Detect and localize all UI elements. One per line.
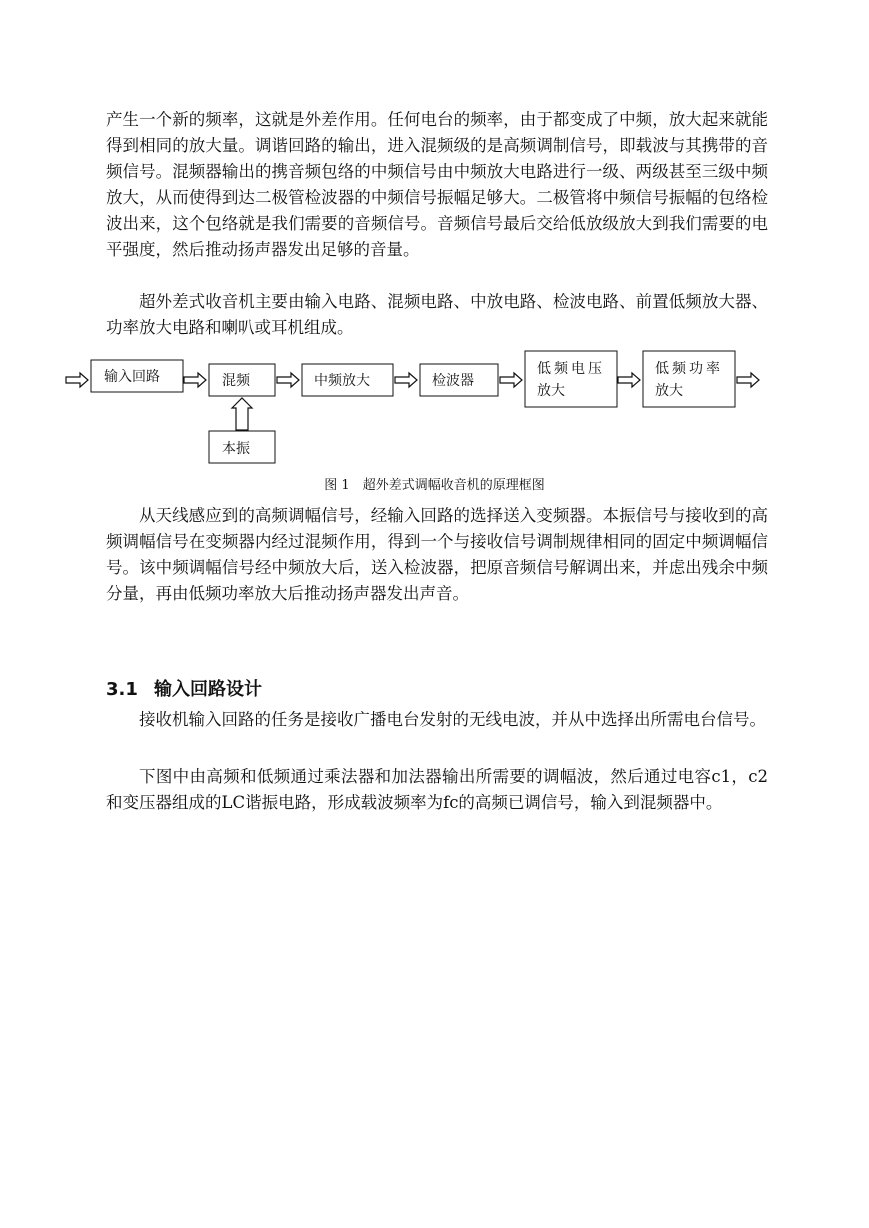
block-detector-label: 检波器 bbox=[432, 373, 474, 389]
input-arrow-icon bbox=[66, 373, 88, 387]
arrow-icon bbox=[277, 373, 299, 387]
section-title: 输入回路设计 bbox=[154, 679, 262, 700]
lc-circuit-paragraph: 下图中由高频和低频通过乘法器和加法器输出所需要的调幅波，然后通过电容c1，c2和变压器组成的LC谐振电路，形成载波频率为fc的高频已调信号，输入到混频器中。 bbox=[106, 767, 768, 812]
input-circuit-paragraph: 接收机输入回路的任务是接收广播电台发射的无线电波，并从中选择出所需电台信号。 bbox=[139, 710, 766, 729]
block-if-amp-label: 中频放大 bbox=[314, 373, 370, 389]
up-arrow-icon bbox=[232, 398, 252, 430]
arrow-icon bbox=[500, 373, 522, 387]
composition-paragraph: 超外差式收音机主要由输入电路、混频电路、中放电路、检波电路、前置低频放大器、功率放大电路和喇叭或耳机组成。 bbox=[106, 292, 768, 337]
block-lf-power-amp-label-2: 放大 bbox=[655, 383, 683, 399]
section-number: 3.1 bbox=[106, 679, 138, 700]
block-lf-power-amp-label-1: 低频功率 bbox=[655, 361, 723, 377]
section-heading bbox=[106, 676, 262, 704]
arrow-icon bbox=[618, 373, 640, 387]
block-local-osc-label: 本振 bbox=[222, 441, 250, 457]
block-lf-voltage-amp-label-1: 低频电压 bbox=[537, 361, 605, 377]
output-arrow-icon bbox=[737, 373, 759, 387]
block-diagram bbox=[0, 345, 869, 470]
arrow-icon bbox=[395, 373, 417, 387]
arrow-icon bbox=[184, 373, 206, 387]
figure-caption: 图 1 超外差式调幅收音机的原理框图 bbox=[324, 478, 545, 493]
intro-paragraph: 产生一个新的频率，这就是外差作用。任何电台的频率，由于都变成了中频，放大起来就能得到相同的放大量。调谐回路的输出，进入混频级的是高频调制信号，即载波与其携带的音频信号。混频器输出的携音频包络的中频信号由中频放大电路进行一级、两级甚至三级中频放大，从而使得到达二极管检波器的中频信号振幅足够大。二极管将中频信号振幅的包络检波出来，这个包络就是我们需要的音频信号。音频信号最后交给低放级放大到我们需要的电平强度，然后推动扬声器发出足够的音量。 bbox=[106, 110, 768, 259]
signal-flow-paragraph: 从天线感应到的高频调幅信号，经输入回路的选择送入变频器。本振信号与接收到的高频调幅信号在变频器内经过混频作用，得到一个与接收信号调制规律相同的固定中频调幅信号。该中频调幅信号经中频放大后，送入检波器，把原音频信号解调出来，并虑出残余中频分量，再由低频功率放大后推动扬声器发出声音。 bbox=[106, 506, 768, 603]
block-mixer-label: 混频 bbox=[222, 373, 250, 389]
block-lf-voltage-amp-label-2: 放大 bbox=[537, 383, 565, 399]
block-input-circuit-label: 输入回路 bbox=[104, 369, 160, 385]
